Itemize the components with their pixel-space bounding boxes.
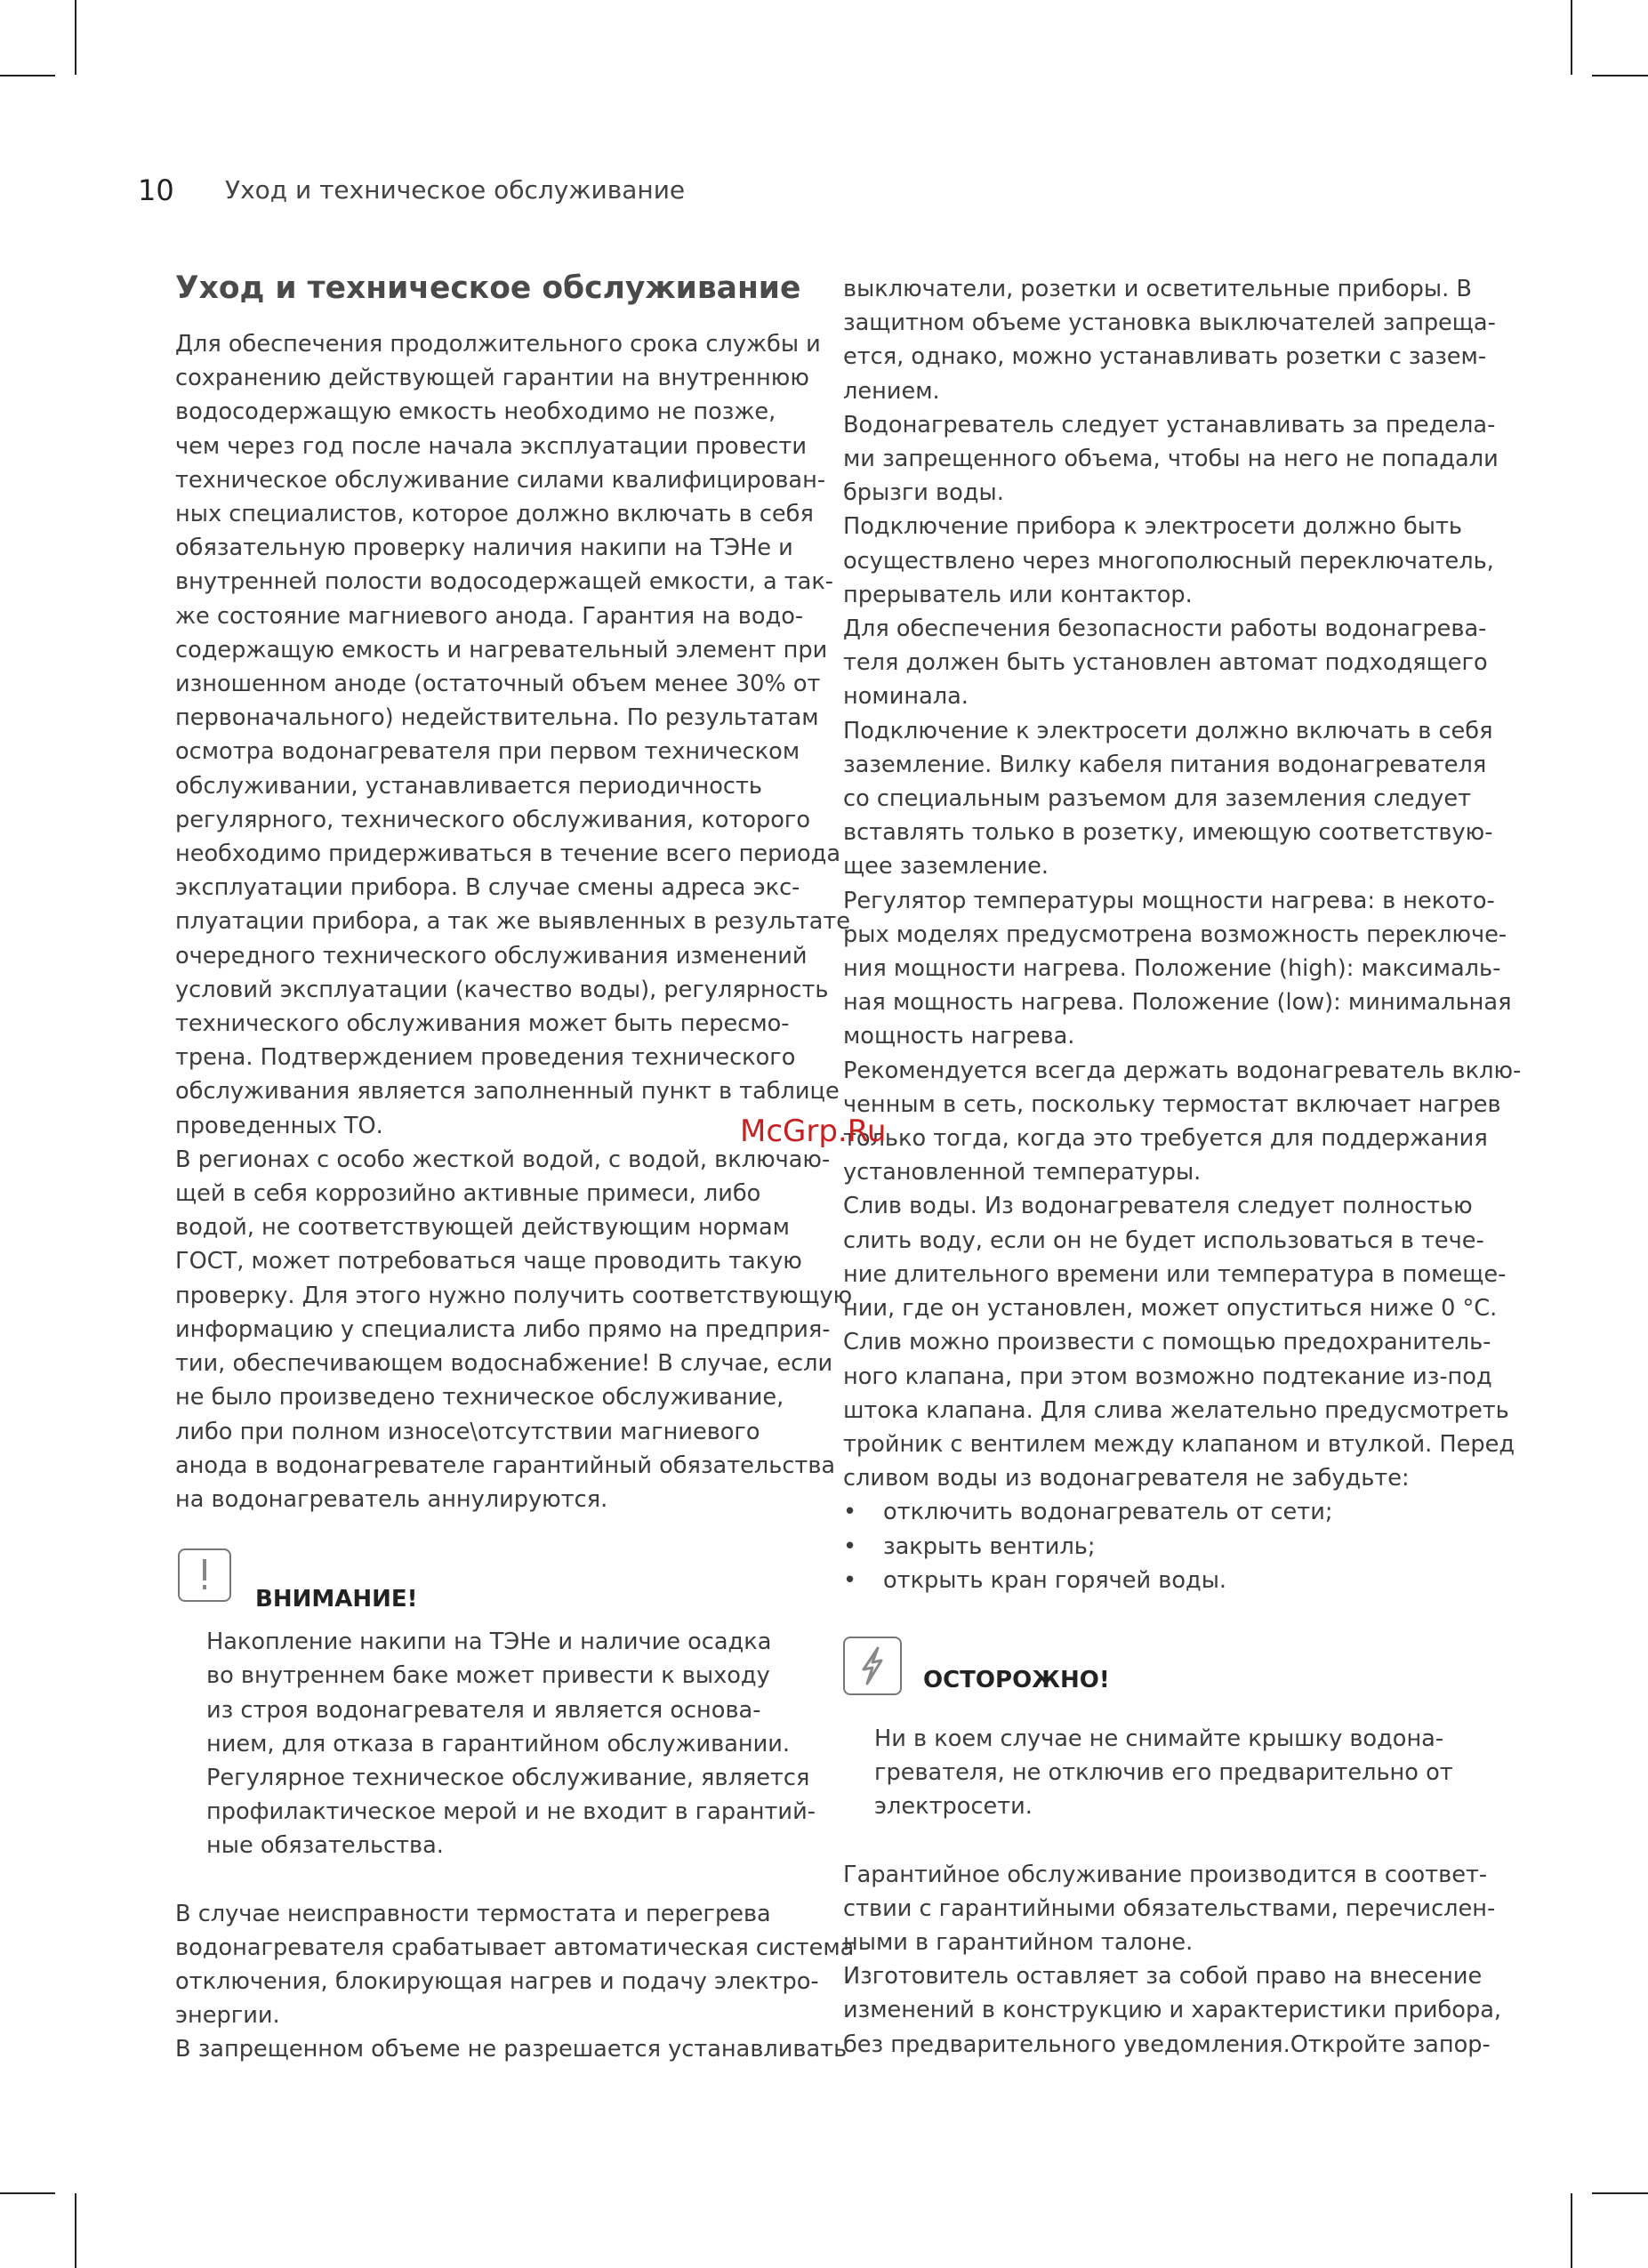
line-text: информацию у специалиста либо прямо на предприя-: [175, 1315, 831, 1343]
bullet-item: [843, 1495, 1483, 1529]
line-text: же состояние магниевого анода. Гарантия на водо-: [175, 602, 804, 630]
line-text: ется, однако, можно устанавливать розетки с зазем-: [843, 343, 1487, 371]
bullet-dot: •: [843, 1566, 857, 1594]
line-text: Регулярное техническое обслуживание, является: [206, 1764, 810, 1791]
line-text: ная мощность нагрева. Положение (low): минимальная: [843, 989, 1512, 1017]
text-line: [843, 476, 1483, 510]
line-text: ные обязательства.: [206, 1832, 444, 1860]
line-text: брызги воды.: [843, 479, 1004, 507]
text-line: [843, 306, 1496, 340]
text-line: [843, 1858, 1488, 1892]
line-text: щей в себя коррозийно активные примеси, либо: [175, 1180, 761, 1208]
text-line: [175, 1931, 855, 1965]
line-text: слить воду, если он не будет использоваться в тече-: [843, 1226, 1484, 1254]
text-line: [206, 1727, 816, 1761]
line-text: первоначального) недействительна. По результатам: [175, 704, 819, 732]
line-text: теля должен быть установлен автомат подходящего: [843, 649, 1488, 677]
crop-mark: [75, 2193, 76, 2268]
text-line: [175, 497, 816, 531]
text-line: [175, 531, 816, 565]
text-line: [843, 442, 1499, 476]
text-line: [175, 1965, 819, 1999]
bullet-list: [843, 1495, 1483, 1597]
warning-text: [175, 1625, 816, 1862]
text-line: [874, 1722, 1483, 1756]
text-line: [843, 918, 1507, 952]
line-text: Ни в коем случае не снимайте крышку водона-: [874, 1725, 1444, 1752]
line-text: нием, для отказа в гарантийном обслуживании.: [206, 1730, 791, 1757]
line-text: без предварительного уведомления.Откройте запор-: [843, 2031, 1491, 2058]
warning-title: ВНИМАНИЕ!: [255, 1586, 418, 1613]
section-heading: Уход и техническое обслуживание: [175, 270, 801, 306]
text-line: [175, 395, 816, 429]
line-text: водонагревателя срабатывает автоматическая система: [175, 1934, 855, 1961]
crop-mark: [0, 2192, 55, 2194]
line-text: техническое обслуживание силами квалифицирован-: [175, 466, 826, 494]
line-text: Водонагреватель следует устанавливать за предела-: [843, 411, 1496, 438]
line-text: ных специалистов, которое должно включать в себя: [175, 501, 814, 528]
text-line: [843, 1189, 1483, 1223]
line-text: Слив можно произвести с помощью предохранитель-: [843, 1329, 1491, 1356]
text-line: [175, 1449, 836, 1483]
text-line: [843, 510, 1483, 543]
text-line: [175, 1041, 816, 1074]
line-text: электросети.: [874, 1793, 1033, 1821]
text-line: [175, 701, 819, 735]
line-text: водой, не соответствующей действующим нормам: [175, 1214, 790, 1242]
line-text: открыть кран горячей воды.: [883, 1566, 1227, 1594]
text-line: [206, 1829, 816, 1862]
line-text: Рекомендуется всегда держать водонагреватель вклю-: [843, 1057, 1522, 1084]
text-line: [843, 374, 1483, 408]
line-text: Слив воды. Из водонагревателя следует полностью: [843, 1193, 1473, 1220]
text-line: [175, 837, 841, 871]
text-line: [175, 939, 816, 973]
text-line: [175, 1313, 831, 1347]
text-line: [175, 871, 816, 905]
text-line: [843, 2028, 1491, 2062]
text-line: [175, 1380, 816, 1414]
line-text: номинала.: [843, 683, 969, 711]
line-text: ченным в сеть, поскольку термостат включает нагрев: [843, 1090, 1501, 1118]
crop-mark: [1592, 75, 1648, 76]
text-line: [843, 748, 1487, 782]
line-text: выключатели, розетки и осветительные приборы. В: [843, 276, 1472, 302]
bullet-dot: •: [843, 1499, 857, 1526]
text-line: [843, 272, 1483, 306]
line-text: проверку. Для этого нужно получить соответствующую: [175, 1282, 853, 1309]
exclamation-icon: [178, 1548, 231, 1602]
text-line: [843, 1892, 1496, 1926]
line-text: Для обеспечения продолжительного срока службы и: [175, 331, 821, 358]
text-line: [843, 340, 1487, 374]
line-text: тройник с вентилем между клапаном и втулкой. Перед: [843, 1430, 1515, 1458]
text-line: [206, 1761, 816, 1795]
text-line: [843, 985, 1512, 1019]
line-text: проведенных ТО.: [175, 1112, 383, 1139]
text-line: [175, 1109, 816, 1143]
left-paragraph-1: [175, 327, 853, 1516]
text-line: [843, 849, 1483, 883]
line-text: сохранению действующей гарантии на внутреннюю: [175, 365, 809, 392]
text-line: [175, 2032, 848, 2066]
caution-text: [843, 1722, 1483, 1824]
line-text: тии, обеспечивающем водоснабжение! В случае, если: [175, 1350, 833, 1378]
line-text: штока клапана. Для слива желательно предусмотреть: [843, 1396, 1509, 1424]
line-text: В регионах с особо жесткой водой, с водой, включаю-: [175, 1146, 831, 1173]
text-line: [175, 430, 816, 463]
text-line: [175, 463, 826, 497]
text-line: [175, 1210, 816, 1244]
text-line: [843, 1054, 1522, 1088]
line-text: Подключение к электросети должно включать в себя: [843, 717, 1493, 744]
line-text: энергии.: [175, 2002, 280, 2030]
line-text: прерыватель или контактор.: [843, 581, 1193, 608]
text-line: [874, 1756, 1483, 1789]
text-line: [843, 578, 1483, 612]
line-text: внутренней полости водосодержащей емкости, а так-: [175, 568, 834, 596]
text-line: [843, 782, 1483, 816]
line-text: Подключение прибора к электросети должно быть: [843, 513, 1462, 541]
line-text: отключения, блокирующая нагрев и подачу электро-: [175, 1967, 819, 1995]
line-text: Регулятор температуры мощности нагрева: в некото-: [843, 887, 1495, 914]
line-text: ми запрещенного объема, чтобы на него не попадали: [843, 446, 1499, 473]
line-text: обслуживании, устанавливается периодичность: [175, 772, 763, 800]
text-line: [843, 1122, 1488, 1155]
text-line: [843, 646, 1488, 680]
bullet-dot: •: [843, 1532, 857, 1560]
right-paragraph-1: [843, 272, 1522, 1495]
line-text: содержащую емкость и нагревательный элемент при: [175, 636, 828, 664]
text-line: [843, 1394, 1509, 1428]
text-line: [175, 769, 816, 803]
bullet-item: [843, 1530, 1483, 1564]
text-line: [175, 1143, 831, 1177]
line-text: В запрещенном объеме не разрешается устанавливать: [175, 2036, 848, 2063]
text-line: [175, 1074, 840, 1108]
text-line: [175, 1897, 816, 1931]
right-paragraph-2: [843, 1858, 1502, 2062]
text-line: [843, 1019, 1483, 1053]
text-line: [175, 1347, 833, 1380]
watermark: McGrp.Ru: [740, 1114, 887, 1149]
text-line: [843, 1959, 1483, 1993]
line-text: закрыть вентиль;: [883, 1532, 1096, 1560]
text-line: [843, 1428, 1515, 1461]
text-line: [843, 612, 1487, 646]
line-text: гревателя, не отключив его предварительно от: [874, 1759, 1453, 1787]
warning-notice: [175, 1548, 816, 1625]
text-line: [206, 1659, 816, 1693]
crop-mark: [0, 75, 55, 76]
left-paragraph-2: [175, 1897, 855, 2067]
text-line: [843, 714, 1493, 748]
text-line: [175, 1483, 816, 1516]
text-line: [175, 1007, 816, 1041]
line-text: водосодержащую емкость необходимо не позже,: [175, 398, 776, 426]
line-text: изношенном аноде (остаточный объем менее 30% от: [175, 671, 821, 698]
line-text: лением.: [843, 377, 940, 405]
line-text: профилактическое мерой и не входит в гарантий-: [206, 1798, 816, 1826]
text-line: [843, 544, 1494, 578]
text-line: [843, 1155, 1483, 1189]
text-line: [843, 952, 1501, 985]
line-text: со специальным разъемом для заземления следует: [843, 785, 1471, 813]
line-text: щее заземление.: [843, 853, 1049, 881]
line-text: защитном объеме установка выключателей запреща-: [843, 310, 1496, 337]
text-line: [175, 735, 816, 768]
line-text: ние длительного времени или температура в помеще-: [843, 1260, 1507, 1288]
crop-mark: [1571, 2193, 1572, 2268]
text-line: [175, 599, 816, 633]
text-line: [175, 905, 851, 938]
text-line: [843, 816, 1493, 849]
line-text: ными в гарантийном талоне.: [843, 1928, 1194, 1956]
line-text: трена. Подтверждением проведения технического: [175, 1044, 796, 1072]
crop-mark: [1592, 2192, 1648, 2194]
line-text: регулярного, технического обслуживания, которого: [175, 806, 811, 833]
line-text: Накопление накипи на ТЭНе и наличие осадка: [206, 1629, 772, 1656]
line-text: заземление. Вилку кабеля питания водонагревателя: [843, 751, 1487, 778]
line-text: Для обеспечения безопасности работы водонагрева-: [843, 615, 1487, 643]
line-text: эксплуатации прибора. В случае смены адреса экс-: [175, 874, 800, 902]
crop-mark: [75, 0, 76, 75]
line-text: очередного технического обслуживания изменений: [175, 942, 808, 969]
line-text: отключить водонагреватель от сети;: [883, 1499, 1333, 1526]
line-text: из строя водонагревателя и является основа-: [206, 1696, 761, 1724]
line-text: плуатации прибора, а так же выявленных в результате: [175, 908, 851, 936]
text-line: [843, 884, 1495, 918]
text-line: [175, 565, 834, 599]
text-line: [843, 1325, 1491, 1359]
line-text: условий эксплуатации (качество воды), регулярность: [175, 976, 829, 1003]
text-line: [175, 327, 821, 361]
text-line: [843, 1993, 1502, 2027]
text-line: [843, 1461, 1483, 1495]
lightning-icon: [843, 1637, 902, 1695]
right-column: [843, 272, 1522, 2062]
line-text: мощность нагрева.: [843, 1023, 1075, 1050]
bullet-item: [843, 1564, 1483, 1597]
caution-notice: [843, 1637, 1483, 1715]
text-line: [843, 1224, 1483, 1258]
text-line: [175, 803, 816, 837]
line-text: осмотра водонагревателя при первом техническом: [175, 738, 800, 766]
line-text: изменений в конструкцию и характеристики прибора,: [843, 1997, 1502, 2024]
line-text: рых моделях предусмотрена возможность переключе-: [843, 921, 1507, 948]
line-text: не было произведено техническое обслуживание,: [175, 1384, 784, 1411]
line-text: Изготовитель оставляет за собой право на внесение: [843, 1963, 1483, 1991]
text-line: [206, 1625, 816, 1659]
line-text: во внутреннем баке может привести к выходу: [206, 1662, 770, 1690]
text-line: [175, 1177, 816, 1210]
line-text: либо при полном износе\отсутствии магниевого: [175, 1418, 760, 1445]
text-line: [206, 1693, 816, 1727]
text-line: [843, 1258, 1507, 1291]
line-text: В случае неисправности термостата и перегрева: [175, 1900, 771, 1927]
line-text: установленной температуры.: [843, 1159, 1202, 1186]
line-text: обслуживания является заполненный пункт в таблице: [175, 1078, 840, 1106]
line-text: чем через год после начала эксплуатации провести: [175, 432, 807, 460]
line-text: на водонагреватель аннулируются.: [175, 1485, 608, 1513]
text-line: [175, 1244, 816, 1278]
text-line: [175, 1999, 816, 2032]
line-text: только тогда, когда это требуется для поддержания: [843, 1125, 1488, 1153]
line-text: вставлять только в розетку, имеющую соответствую-: [843, 819, 1493, 847]
crop-mark: [1571, 0, 1572, 75]
text-line: [175, 973, 829, 1007]
line-text: ного клапана, при этом возможно подтекание из-под: [843, 1363, 1492, 1390]
line-text: сливом воды из водонагревателя не забудьте:: [843, 1465, 1410, 1492]
line-text: Гарантийное обслуживание производится в соответ-: [843, 1861, 1488, 1888]
line-text: анода в водонагревателе гарантийный обязательства: [175, 1452, 836, 1479]
text-line: [843, 1291, 1498, 1325]
running-header-title: Уход и техническое обслуживание: [225, 175, 686, 205]
text-line: [843, 1088, 1501, 1122]
line-text: необходимо придерживаться в течение всего периода: [175, 840, 841, 868]
line-text: осуществлено через многополюсный переключатель,: [843, 547, 1494, 575]
text-line: [843, 408, 1496, 442]
text-line: [175, 633, 828, 667]
caution-title: ОСТОРОЖНО!: [923, 1666, 1110, 1693]
line-text: ния мощности нагрева. Положение (high): максималь-: [843, 955, 1501, 983]
text-line: [175, 667, 821, 701]
line-text: обязательную проверку наличия накипи на ТЭНе и: [175, 535, 793, 562]
text-line: [843, 1926, 1483, 1959]
text-line: [175, 1279, 853, 1313]
text-line: [206, 1795, 816, 1829]
line-text: ГОСТ, может потребоваться чаще проводить такую: [175, 1248, 802, 1275]
text-line: [843, 1360, 1492, 1394]
line-text: ствии с гарантийными обязательствами, перечислен-: [843, 1894, 1496, 1922]
line-text: нии, где он установлен, может опуститься ниже 0 °С.: [843, 1295, 1498, 1323]
line-text: технического обслуживания может быть пересмо-: [175, 1010, 790, 1038]
page-number: 10: [138, 173, 174, 207]
text-line: [874, 1789, 1483, 1823]
left-column: [175, 267, 855, 2067]
text-line: [843, 680, 1483, 713]
text-line: [175, 1415, 816, 1449]
text-line: [175, 361, 816, 395]
